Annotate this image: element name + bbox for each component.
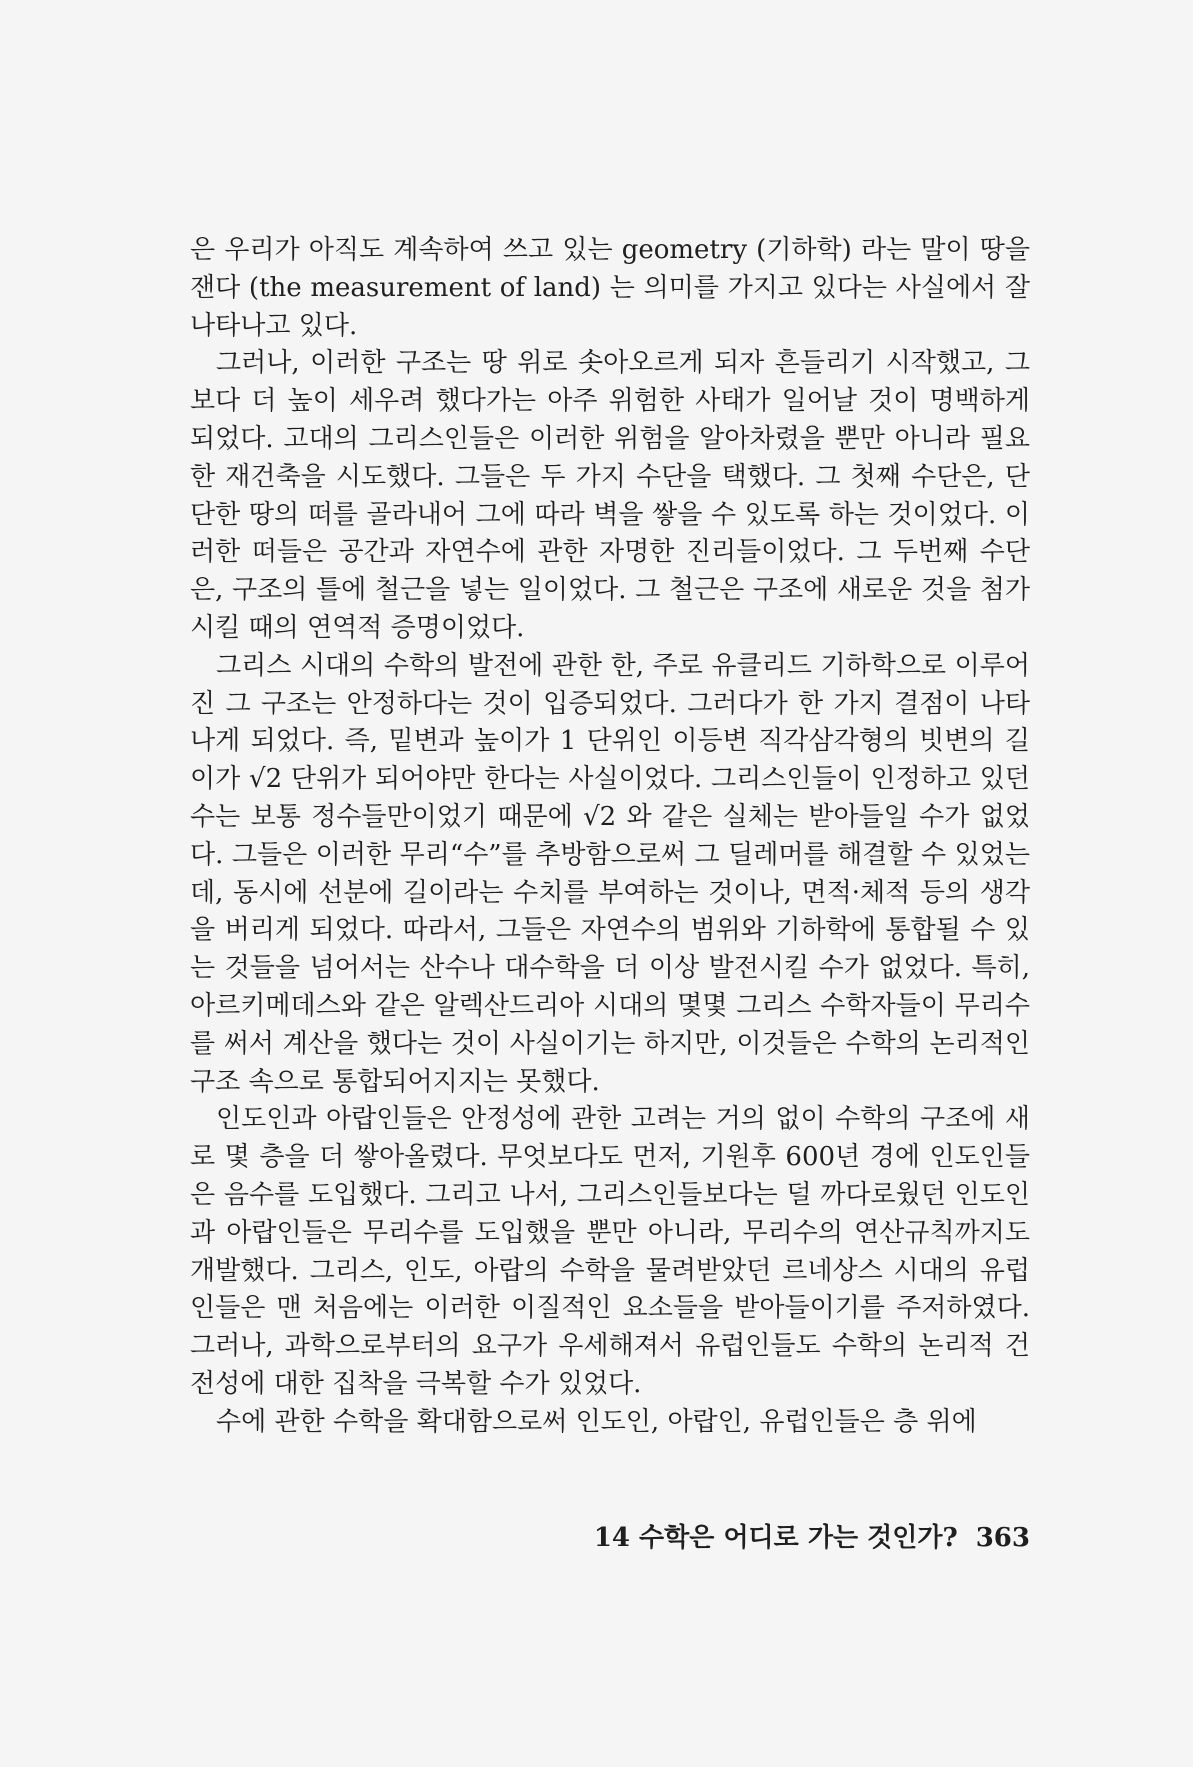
paragraph-4: 인도인과 아랍인들은 안정성에 관한 고려는 거의 없이 수학의 구조에 새로 몇 층을 더 쌓아올렸다. 무엇보다도 먼저, 기원후 600년 경에 인도인들은 음수를 도입했다. 그리고 나서, 그리스인들보다는 덜 까다로웠던 인도인과 아랍인들은 무리수를 도입했을 뿐만 아니라, 무리수의 연산규칙까지도 개발했다. 그리스, 인도, 아랍의 수학을 물려받았던 르네상스 시대의 유럽인들은 맨 처음에는 이러한 이질적인 요소들을 받아들이기를 주저하였다. 그러나, 과학으로부터의 요구가 우세해져서 유럽인들도 수학의 논리적 건전성에 대한 집착을 극복할 수가 있었다. xyxy=(190,1104,1030,1399)
paragraph-1: 은 우리가 아직도 계속하여 쓰고 있는 geometry (기하학) 라는 말이 땅을 잰다 (the measurement of land) 는 의미를 가지고 있다는 사실에서 잘 나타나고 있다. xyxy=(190,235,1030,341)
paragraph-5: 수에 관한 수학을 확대함으로써 인도인, 아랍인, 유럽인들은 층 위에 xyxy=(216,1406,977,1437)
page-number: 363 xyxy=(975,1523,1030,1553)
body-text xyxy=(190,232,1030,1442)
paragraph-2: 그러나, 이러한 구조는 땅 위로 솟아오르게 되자 흔들리기 시작했고, 그보다 더 높이 세우려 했다가는 아주 위험한 사태가 일어날 것이 명백하게 되었다. 고대의 그리스인들은 이러한 위험을 알아차렸을 뿐만 아니라 필요한 재건축을 시도했다. 그들은 두 가지 수단을 택했다. 그 첫째 수단은, 단단한 땅의 떠를 골라내어 그에 따라 벽을 쌓을 수 있도록 하는 것이었다. 이러한 떠들은 공간과 자연수에 관한 자명한 진리들이었다. 그 두번째 수단은, 구조의 틀에 철근을 넣는 일이었다. 그 철근은 구조에 새로운 것을 첨가시킬 때의 연역적 증명이었다. xyxy=(190,348,1030,643)
page-footer xyxy=(575,1517,1030,1554)
paragraph-3: 그리스 시대의 수학의 발전에 관한 한, 주로 유클리드 기하학으로 이루어진 그 구조는 안정하다는 것이 입증되었다. 그러다가 한 가지 결점이 나타나게 되었다. 즉, 밑변과 높이가 1 단위인 이등변 직각삼각형의 빗변의 길이가 √2 단위가 되어야만 한다는 사실이었다. 그리스인들이 인정하고 있던 수는 보통 정수들만이었기 때문에 √2 와 같은 실체는 받아들일 수가 없었다. 그들은 이러한 무리“수”를 추방함으로써 그 딜레머를 해결할 수 있었는데, 동시에 선분에 길이라는 수치를 부여하는 것이나, 면적·체적 등의 생각을 버리게 되었다. 따라서, 그들은 자연수의 범위와 기하학에 통합될 수 있는 것들을 넘어서는 산수나 대수학을 더 이상 발전시킬 수가 없었다. 특히, 아르키메데스와 같은 알렉산드리아 시대의 몇몇 그리스 수학자들이 무리수를 써서 계산을 했다는 것이 사실이기는 하지만, 이것들은 수학의 논리적인 구조 속으로 통합되어지지는 못했다. xyxy=(190,650,1030,1097)
running-head: 14 수학은 어디로 가는 것인가? xyxy=(593,1523,958,1553)
